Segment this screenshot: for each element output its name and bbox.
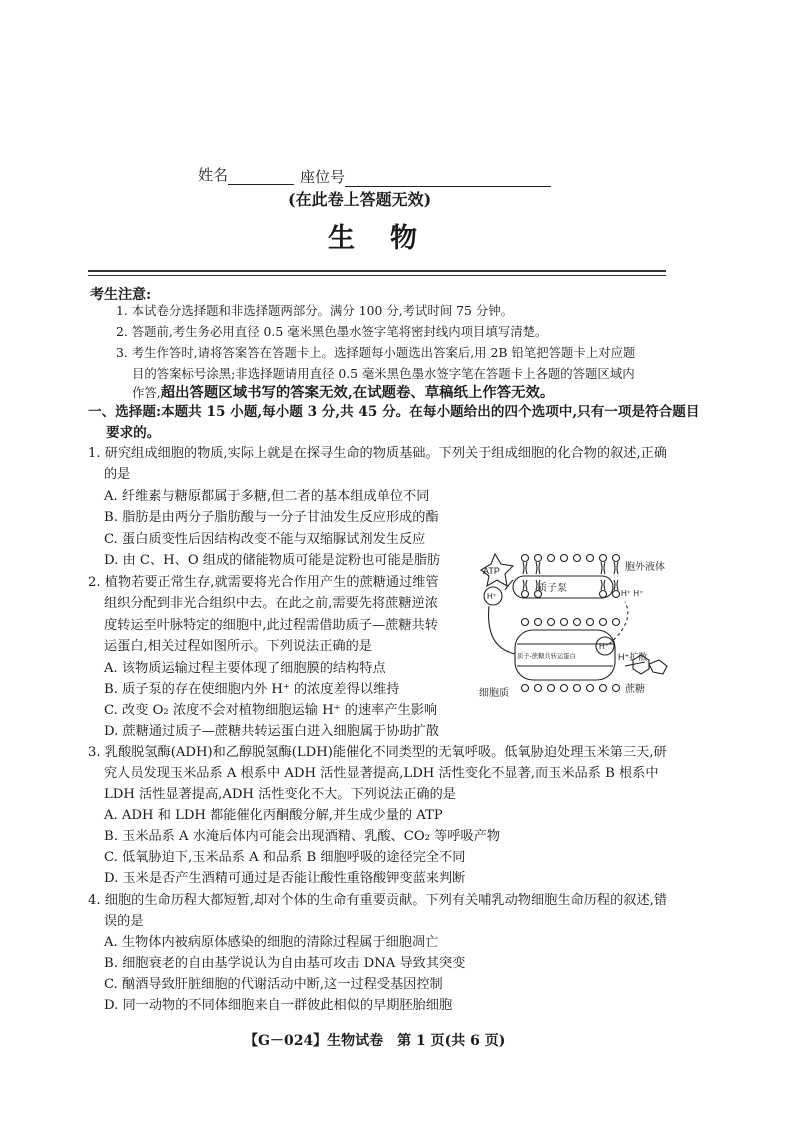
note-1: 1. 本试卷分选择题和非选择题两部分。满分 100 分,考试时间 75 分钟。 bbox=[116, 303, 514, 318]
proton-pump-label: 质子泵 bbox=[537, 583, 567, 594]
h-diffuse-label: H⁺扩散 bbox=[618, 652, 648, 662]
page-footer: 【G－024】生物试卷 第 1 页(共 6 页) bbox=[244, 1033, 506, 1049]
q1-option-a: A. 纤维素与糖原都属于多糖,但二者的基本组成单位不同 bbox=[104, 489, 430, 504]
cytoplasm-label: 细胞质 bbox=[479, 688, 509, 699]
name-blank bbox=[228, 170, 294, 185]
note-3-prefix: 作答, bbox=[132, 385, 161, 400]
h-ions-outside-label: H⁺ H⁺ bbox=[621, 589, 644, 598]
outside-fluid-label: 胞外液体 bbox=[625, 562, 665, 573]
section1-line1: 一、选择题:本题共 15 小题,每小题 3 分,共 45 分。在每小题给出的四个选项中,只有一项是符合题目 bbox=[88, 404, 700, 420]
q2-stem-2: 组织分配到非光合组织中去。在此之前,需要先将蔗糖逆浓 bbox=[104, 596, 438, 611]
section1-line2: 要求的。 bbox=[106, 425, 161, 441]
h-ion-left-label: H⁺ bbox=[487, 592, 497, 601]
note-3-emphasis: 超出答题区域书写的答案无效,在试题卷、草稿纸上作答无效。 bbox=[160, 384, 555, 401]
note-2: 2. 答题前,考生务必用直径 0.5 毫米黑色墨水签字笔将密封线内项目填写清楚。 bbox=[116, 324, 548, 339]
q2-option-b: B. 质子泵的存在使细胞内外 H⁺ 的浓度差得以维持 bbox=[104, 682, 400, 697]
q2-stem-1: 2. 植物若要正常生存,就需要将光合作用产生的蔗糖通过维管 bbox=[88, 575, 439, 590]
q1-option-b: B. 脂肪是由两分子脂肪酸与一分子甘油发生反应形成的酯 bbox=[104, 510, 439, 525]
q1-stem-2: 的是 bbox=[104, 467, 131, 482]
name-label: 姓名 bbox=[198, 166, 229, 184]
h-ion-right-label: H⁺ bbox=[599, 642, 609, 651]
q3-option-d: D. 玉米是否产生酒精可通过是否能让酸性重铬酸钾变蓝来判断 bbox=[104, 871, 466, 886]
seat-label: 座位号 bbox=[300, 168, 346, 186]
q4-option-b: B. 细胞衰老的自由基学说认为自由基可攻击 DNA 导致其突变 bbox=[104, 956, 466, 971]
page-title: 生 物 bbox=[328, 223, 421, 254]
q2-option-a: A. 该物质运输过程主要体现了细胞膜的结构特点 bbox=[104, 661, 386, 676]
top-rule bbox=[88, 270, 666, 272]
note-3-end bbox=[132, 382, 554, 404]
q4-option-d: D. 同一动物的不同体细胞来自一群彼此相似的早期胚胎细胞 bbox=[104, 998, 453, 1013]
q2-stem-3: 度转运至叶脉特定的细胞中,此过程需借助质子—蔗糖共转 bbox=[104, 618, 438, 633]
notes-heading: 考生注意: bbox=[90, 287, 152, 303]
name-field bbox=[198, 164, 294, 185]
note-3: 3. 考生作答时,请将答案答在答题卡上。选择题每小题选出答案后,用 2B 铅笔把答题卡上对应题 bbox=[116, 345, 636, 360]
q3-stem-3: LDH 活性显著提高,ADH 活性变化不大。下列说法正确的是 bbox=[104, 787, 456, 802]
q3-option-c: C. 低氧胁迫下,玉米品系 A 和品系 B 细胞呼吸的途径完全不同 bbox=[104, 850, 466, 865]
q4-stem-1: 4. 细胞的生命历程大都短暂,却对个体的生命有重要贡献。下列有关哺乳动物细胞生命历程的叙述,错 bbox=[88, 893, 668, 908]
q4-stem-2: 误的是 bbox=[104, 914, 144, 929]
cotransporter-label: 质子-蔗糖共转运蛋白 bbox=[517, 653, 576, 660]
q3-stem-2: 究人员发现玉米品系 A 根系中 ADH 活性显著提高,LDH 活性变化不显著,而玉米品系 B 根系中 bbox=[104, 766, 659, 781]
q4-option-a: A. 生物体内被病原体感染的细胞的清除过程属于细胞凋亡 bbox=[104, 935, 439, 950]
no-answer-notice: (在此卷上答题无效) bbox=[288, 190, 432, 209]
seat-field bbox=[300, 166, 551, 187]
q1-stem-1: 1. 研究组成细胞的物质,实际上就是在探寻生命的物质基础。下列关于组成细胞的化合物的叙述,正确 bbox=[88, 446, 668, 461]
q3-stem-1: 3. 乳酸脱氢酶(ADH)和乙醇脱氢酶(LDH)能催化不同类型的无氧呼吸。低氧胁迫处理玉米第三天,研 bbox=[88, 745, 667, 760]
seat-blank bbox=[345, 172, 551, 187]
top-rule-thin bbox=[88, 275, 666, 276]
note-3-cont: 目的答案标号涂黑;非选择题请用直径 0.5 毫米黑色墨水签字笔在答题卡上各题的答题区域内 bbox=[132, 366, 635, 381]
atp-label: ATP bbox=[483, 566, 500, 576]
proton-sucrose-diagram bbox=[475, 552, 680, 712]
q1-option-c: C. 蛋白质变性后因结构改变不能与双缩脲试剂发生反应 bbox=[104, 532, 426, 547]
q2-option-c: C. 改变 O₂ 浓度不会对植物细胞运输 H⁺ 的速率产生影响 bbox=[104, 703, 438, 718]
q2-option-d: D. 蔗糖通过质子—蔗糖共转运蛋白进入细胞属于协助扩散 bbox=[104, 724, 439, 739]
sucrose-label: 蔗糖 bbox=[625, 684, 645, 695]
q3-option-b: B. 玉米品系 A 水淹后体内可能会出现酒精、乳酸、CO₂ 等呼吸产物 bbox=[104, 829, 501, 844]
q3-option-a: A. ADH 和 LDH 都能催化丙酮酸分解,并生成少量的 ATP bbox=[104, 808, 443, 823]
q2-stem-4: 运蛋白,相关过程如图所示。下列说法正确的是 bbox=[104, 639, 372, 654]
q1-option-d: D. 由 C、H、O 组成的储能物质可能是淀粉也可能是脂肪 bbox=[104, 553, 441, 568]
q4-option-c: C. 酗酒导致肝脏细胞的代谢活动中断,这一过程受基因控制 bbox=[104, 977, 443, 992]
